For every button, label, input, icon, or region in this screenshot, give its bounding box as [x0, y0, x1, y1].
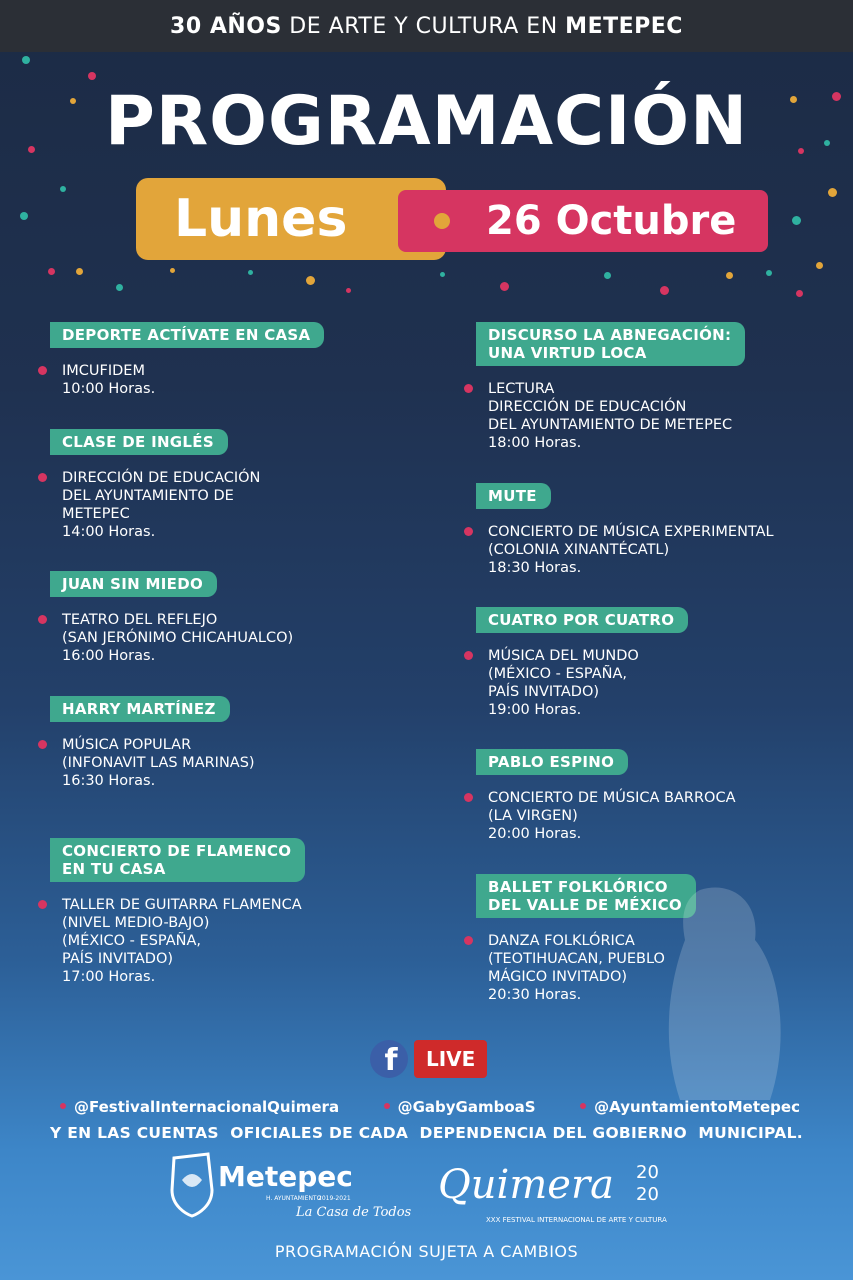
- event-description: MÚSICA DEL MUNDO (MÉXICO - ESPAÑA, PAÍS INVITADO) 19:00 Horas.: [476, 647, 688, 719]
- event-mute: [476, 483, 774, 577]
- svg-text:La Casa de Todos: La Casa de Todos: [296, 1205, 412, 1220]
- event-description: DANZA FOLKLÓRICA (TEOTIHUACAN, PUEBLO MÁGICO INVITADO) 20:30 Horas.: [476, 932, 696, 1004]
- date-label: [398, 190, 768, 252]
- event-time: 10:00 Horas.: [62, 381, 156, 397]
- handle-quimera[interactable]: @FestivalInternacionalQuimera: [60, 1098, 339, 1116]
- event-time: 20:30 Horas.: [488, 987, 582, 1003]
- svg-text:H. AYUNTAMIENTO: H. AYUNTAMIENTO: [266, 1195, 322, 1202]
- bullet-icon: [580, 1103, 586, 1109]
- event-tag: DEPORTE ACTÍVATE EN CASA: [50, 322, 324, 348]
- day-label: Lunes: [136, 178, 446, 260]
- event-pablo-espino: [476, 749, 736, 843]
- bullet-icon: [384, 1103, 390, 1109]
- facebook-live-badge[interactable]: [370, 1040, 487, 1078]
- event-time: 18:30 Horas.: [488, 560, 582, 576]
- banner-text: DE ARTE Y CULTURA EN: [281, 13, 566, 39]
- date-dot-decoration: [434, 213, 450, 229]
- event-tag: MUTE: [476, 483, 551, 509]
- event-ingles: [50, 429, 260, 541]
- svg-text:Metepec: Metepec: [218, 1160, 353, 1193]
- event-tag: BALLET FOLKLÓRICO DEL VALLE DE MÉXICO: [476, 874, 696, 918]
- event-description: CONCIERTO DE MÚSICA BARROCA (LA VIRGEN) 20:00 Horas.: [476, 789, 736, 843]
- event-time: 19:00 Horas.: [488, 702, 582, 718]
- event-tag: CUATRO POR CUATRO: [476, 607, 688, 633]
- handle-gaby[interactable]: @GabyGamboaS: [384, 1098, 536, 1116]
- event-time: 16:30 Horas.: [62, 773, 156, 789]
- event-time: 20:00 Horas.: [488, 826, 582, 842]
- bullet-icon: [38, 900, 47, 909]
- event-juan-sin-miedo: [50, 571, 293, 665]
- bullet-icon: [464, 384, 473, 393]
- event-tag: JUAN SIN MIEDO: [50, 571, 217, 597]
- event-discurso: [476, 322, 745, 452]
- live-label[interactable]: LIVE: [414, 1040, 487, 1078]
- banner-city: METEPEC: [565, 13, 683, 39]
- event-description: TEATRO DEL REFLEJO (SAN JERÓNIMO CHICAHUALCO) 16:00 Horas.: [50, 611, 293, 665]
- event-description: IMCUFIDEM 10:00 Horas.: [50, 362, 324, 398]
- banner-years: 30 AÑOS: [170, 13, 282, 39]
- footer-disclaimer: PROGRAMACIÓN SUJETA A CAMBIOS: [274, 1242, 579, 1261]
- event-time: 17:00 Horas.: [62, 969, 156, 985]
- event-deporte: [50, 322, 324, 398]
- bullet-icon: [38, 366, 47, 375]
- event-time: 16:00 Horas.: [62, 648, 156, 664]
- event-description: LECTURA DIRECCIÓN DE EDUCACIÓN DEL AYUNTAMIENTO DE METEPEC 18:00 Horas.: [476, 380, 745, 452]
- event-tag: PABLO ESPINO: [476, 749, 628, 775]
- svg-text:20: 20: [636, 1184, 659, 1205]
- page-title: PROGRAMACIÓN: [104, 82, 749, 161]
- metepec-logo: [168, 1150, 412, 1220]
- bullet-icon: [38, 473, 47, 482]
- facebook-icon[interactable]: f: [370, 1040, 408, 1078]
- event-description: DIRECCIÓN DE EDUCACIÓN DEL AYUNTAMIENTO DE METEPEC 14:00 Horas.: [50, 469, 260, 541]
- event-harry-martinez: [50, 696, 255, 790]
- svg-text:XXX FESTIVAL INTERNACIONAL DE: XXX FESTIVAL INTERNACIONAL DE ARTE Y CULTURA: [486, 1216, 667, 1224]
- svg-text:20: 20: [636, 1162, 659, 1183]
- event-time: 18:00 Horas.: [488, 435, 582, 451]
- dancer-silhouette-decoration: [640, 880, 790, 1110]
- bullet-icon: [60, 1103, 66, 1109]
- bullet-icon: [38, 740, 47, 749]
- event-tag: DISCURSO LA ABNEGACIÓN: UNA VIRTUD LOCA: [476, 322, 745, 366]
- svg-text:2019-2021: 2019-2021: [318, 1195, 351, 1202]
- event-flamenco: [50, 838, 305, 986]
- bullet-icon: [464, 793, 473, 802]
- accounts-note: Y EN LAS CUENTAS OFICIALES DE CADA DEPENDENCIA DEL GOBIERNO MUNICIPAL.: [50, 1124, 803, 1142]
- bullet-icon: [464, 651, 473, 660]
- svg-text:Quimera: Quimera: [438, 1162, 614, 1208]
- event-description: CONCIERTO DE MÚSICA EXPERIMENTAL (COLONIA XINANTÉCATL) 18:30 Horas.: [476, 523, 774, 577]
- event-time: 14:00 Horas.: [62, 524, 156, 540]
- event-description: TALLER DE GUITARRA FLAMENCA (NIVEL MEDIO-BAJO) (MÉXICO - ESPAÑA, PAÍS INVITADO) 17:00 Horas.: [50, 896, 305, 986]
- bullet-icon: [464, 527, 473, 536]
- bullet-icon: [38, 615, 47, 624]
- event-description: MÚSICA POPULAR (INFONAVIT LAS MARINAS) 16:30 Horas.: [50, 736, 255, 790]
- event-tag: HARRY MARTÍNEZ: [50, 696, 230, 722]
- bullet-icon: [464, 936, 473, 945]
- date-text: 26 Octubre: [486, 198, 737, 244]
- event-tag: CLASE DE INGLÉS: [50, 429, 228, 455]
- event-cuatro-por-cuatro: [476, 607, 688, 719]
- event-tag: CONCIERTO DE FLAMENCO EN TU CASA: [50, 838, 305, 882]
- quimera-logo: [436, 1150, 676, 1230]
- top-banner: [0, 0, 853, 52]
- social-handles: [60, 1098, 800, 1116]
- handle-ayuntamiento[interactable]: @AyuntamientoMetepec: [580, 1098, 800, 1116]
